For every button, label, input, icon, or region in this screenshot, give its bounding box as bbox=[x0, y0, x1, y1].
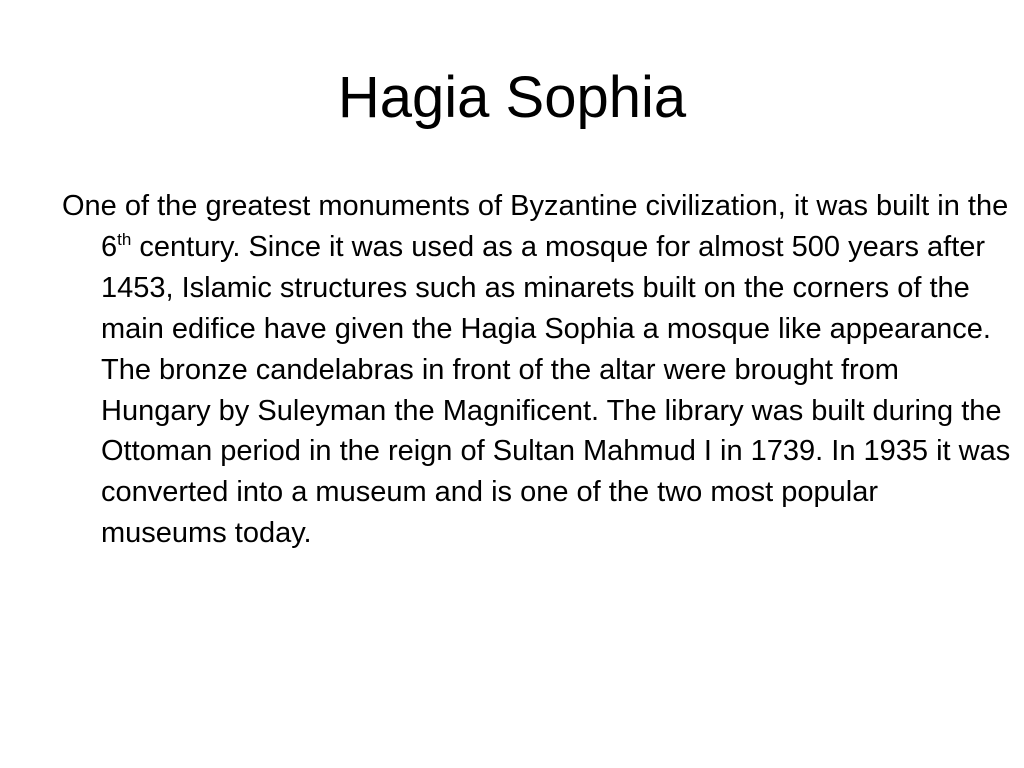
body-text-part-2: century. Since it was used as a mosque for almost 500 years after 1453, Islamic structures such as minarets built on the corners of the main edifice have given the Hagia Sophia a mosque like appearance. The bronze candelabras in front of the altar were brought from Hungary by Suleyman the Magnificent. The library was built during the Ottoman period in the reign of Sultan Mahmud I in 1739. In 1935 it was converted into a museum and is one of the two most popular museums today. bbox=[101, 230, 1011, 550]
body-text-part-1: One of the greatest monuments of Byzantine civilization, it was built in the 6 bbox=[62, 190, 1009, 263]
slide-title: Hagia Sophia bbox=[337, 65, 687, 130]
ordinal-superscript: th bbox=[117, 229, 132, 249]
slide-body-paragraph bbox=[62, 186, 1011, 554]
